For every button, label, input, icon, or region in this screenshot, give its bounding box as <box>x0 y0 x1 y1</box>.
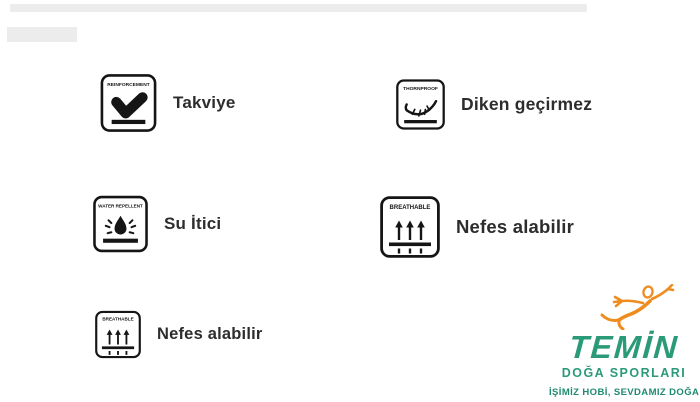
breathable-icon-caption: BREATHABLE <box>389 205 431 211</box>
breathable-icon <box>95 306 141 363</box>
feature-row-breathable <box>380 193 574 261</box>
feature-row-water-repellent <box>93 194 221 254</box>
feature-label: Takviye <box>173 93 236 112</box>
top-artifact-bar <box>10 4 587 12</box>
top-artifact-box <box>7 27 77 42</box>
water-repellent-icon-caption: WATER REPELLENT <box>98 203 143 209</box>
feature-label: Su İtici <box>164 214 222 233</box>
feature-label: Nefes alabilir <box>456 216 574 237</box>
brand-logo <box>549 284 699 398</box>
breathable-icon <box>380 193 440 261</box>
breathable-icon-caption: BREATHABLE <box>102 316 134 322</box>
feature-row-reinforcement <box>100 74 236 132</box>
water-repellent-icon <box>93 194 148 254</box>
feature-label: Diken geçirmez <box>461 94 593 114</box>
thornproof-icon <box>396 76 445 133</box>
feature-row-thornproof <box>396 76 592 133</box>
brand-subtitle: DOĞA SPORLARI <box>561 366 687 380</box>
brand-name: TEMİN <box>567 329 681 365</box>
feature-row-breathable-2 <box>95 306 263 363</box>
brand-tagline: İŞİMİZ HOBİ, SEVDAMIZ DOĞA <box>549 387 700 398</box>
feature-label: Nefes alabilir <box>157 325 263 343</box>
reinforcement-icon <box>100 74 157 132</box>
reinforcement-icon-caption: REINFORCEMENT <box>107 83 150 89</box>
leaping-figure-icon <box>595 284 675 330</box>
thornproof-icon-caption: THORNPROOF <box>403 86 438 92</box>
